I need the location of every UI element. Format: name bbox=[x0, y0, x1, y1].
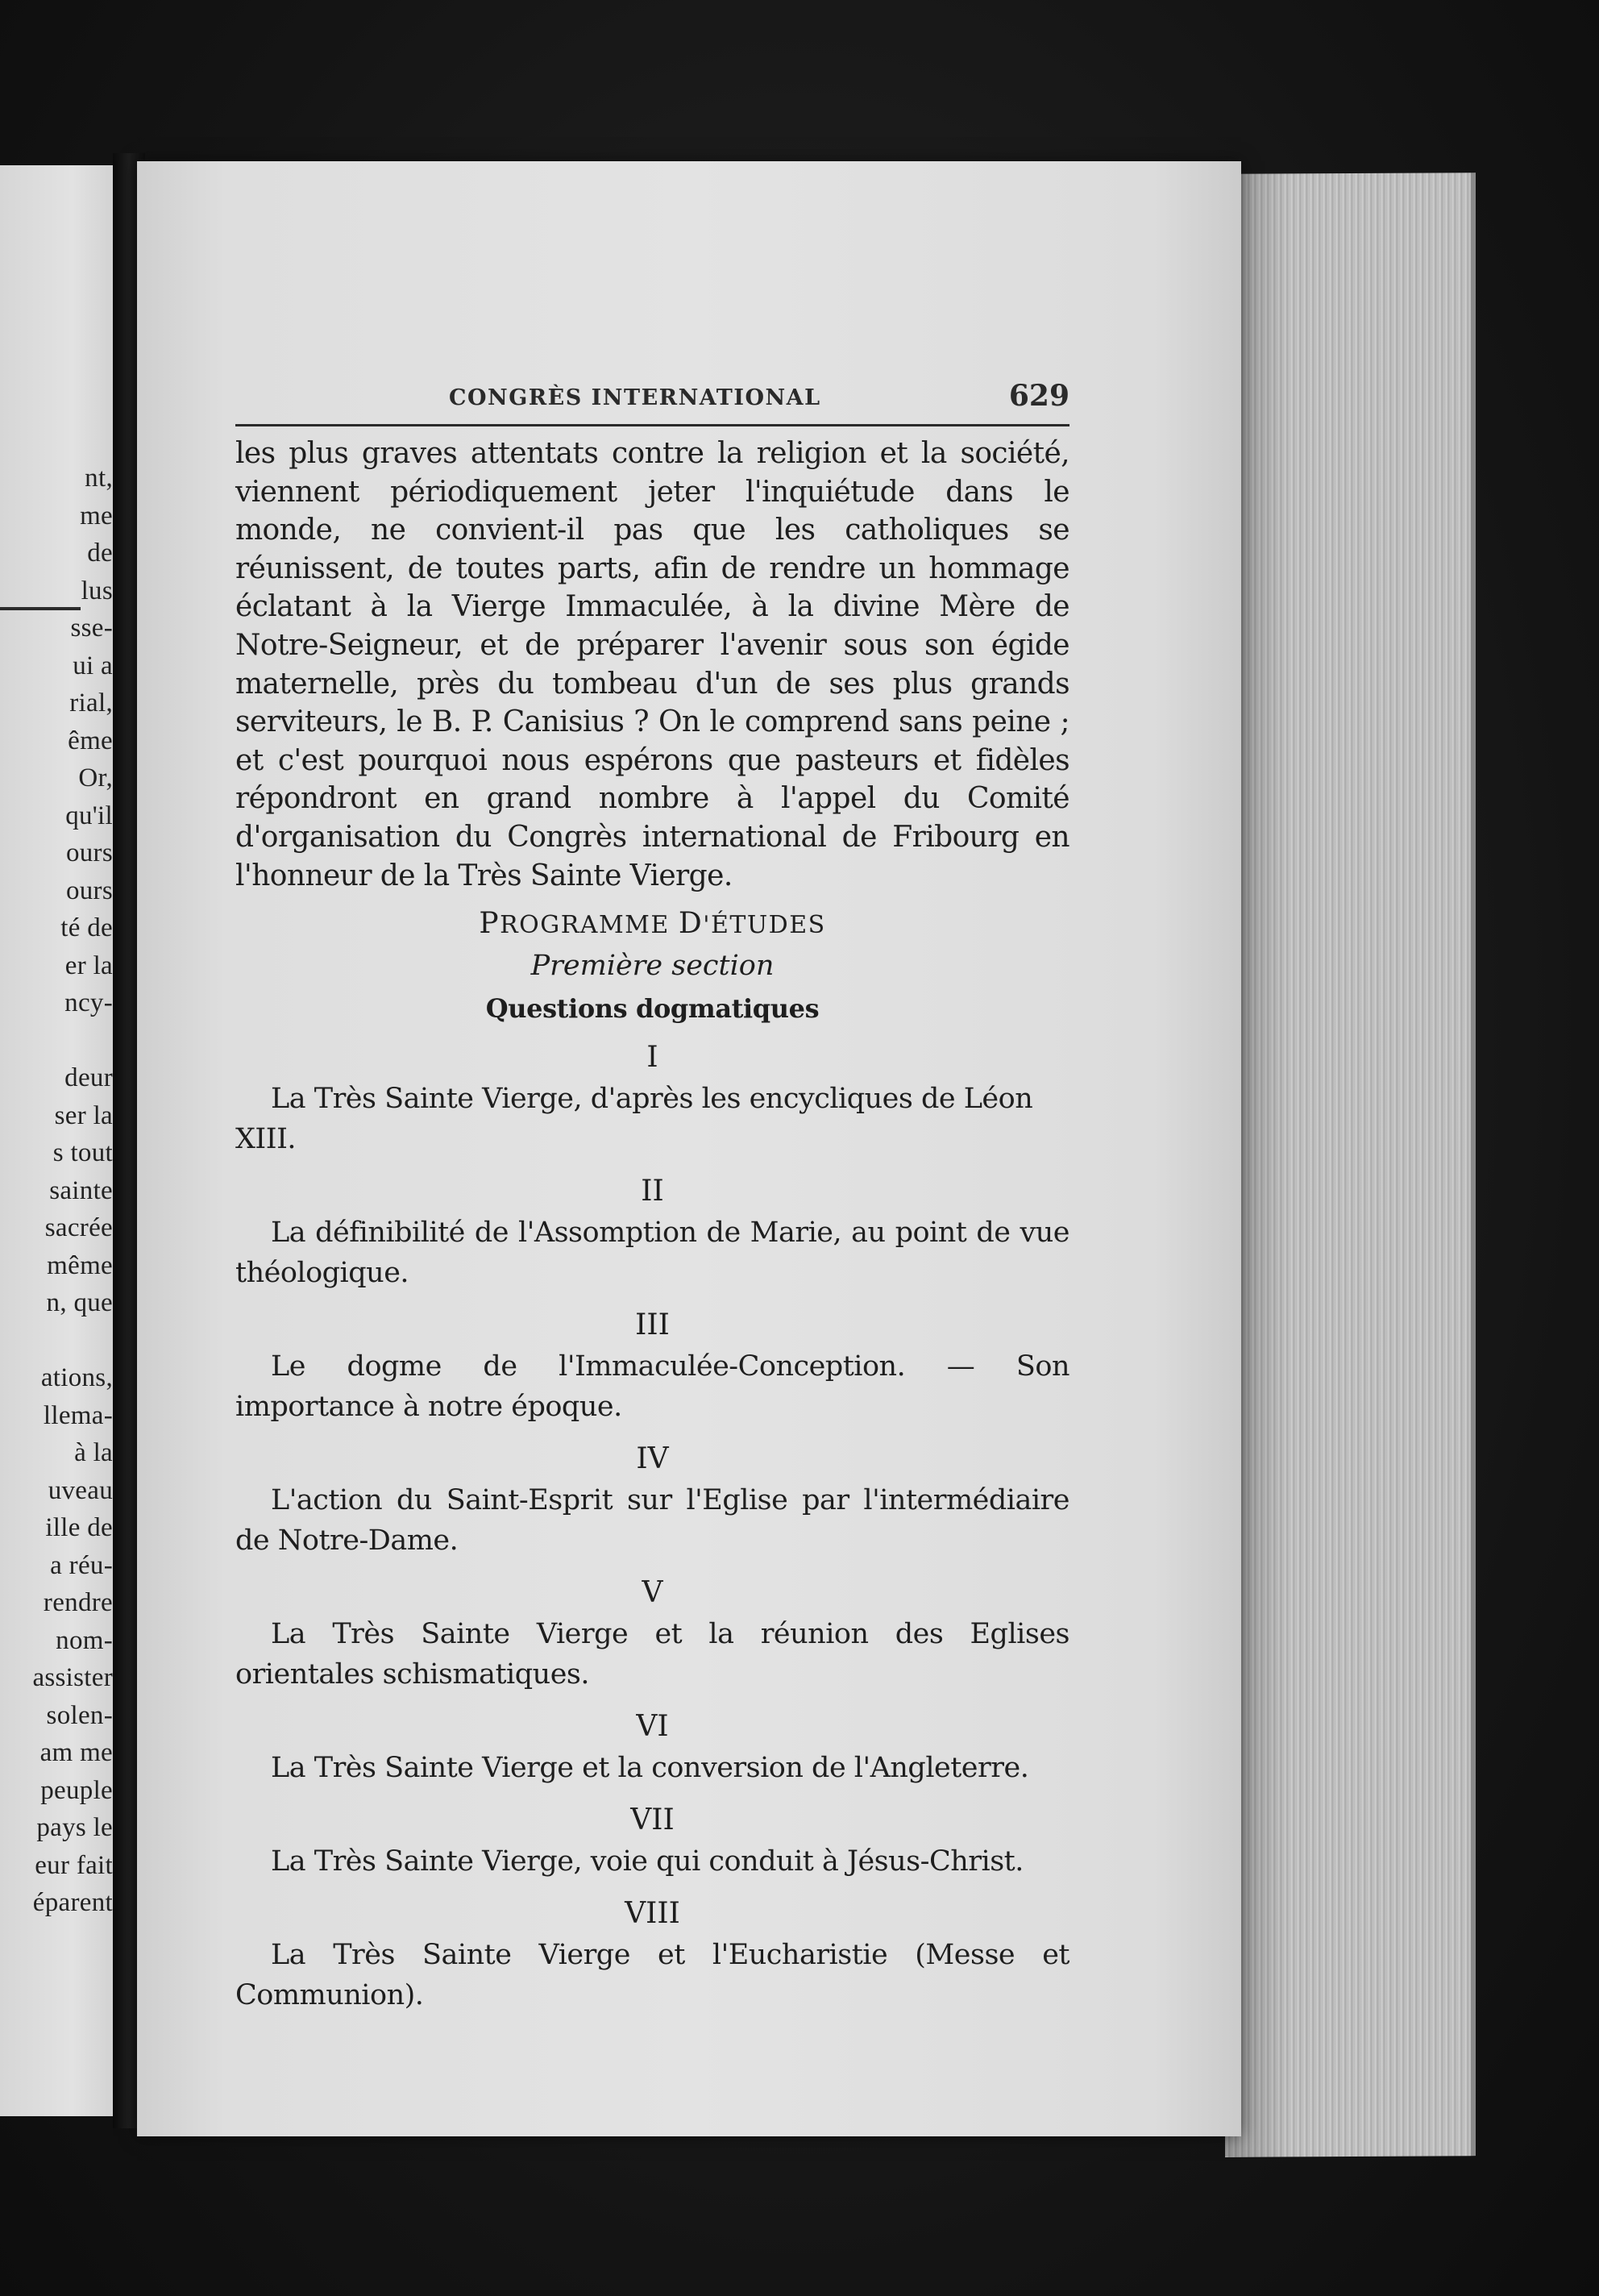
left-page-fragment: sse- bbox=[70, 614, 113, 643]
topic-text: La Très Sainte Vierge et la réunion des Eglises orientales schismatiques. bbox=[235, 1618, 1069, 1691]
page-content bbox=[235, 379, 1069, 2027]
topic-numeral: I bbox=[646, 1041, 658, 1075]
topic-text: La définibilité de l'Assomption de Marie, au point de vue théologique. bbox=[235, 1217, 1069, 1290]
intro-paragraph: les plus graves attentats contre la religion et la société, viennent périodiquement jeter l'inquiétude dans le monde, ne convient-il pas que les catholiques se réunissent, de toutes parts, afin de rendre un hommage éclatant à la Vierge Immaculée, à la divine Mère de Notre-Seigneur, et de préparer l'avenir sous son égide maternelle, près du tombeau d'un de ses plus grands serviteurs, le B. P. Canisius ? On le comprend sans peine ; et c'est pourquoi nous espérons que pasteurs et fidèles répondront en grand nombre à l'appel du Comité d'organisation du Congrès international de Fribourg en l'honneur de la Très Sainte Vierge. bbox=[235, 437, 1069, 892]
topic-numeral: V bbox=[642, 1576, 663, 1610]
left-page-fragment: assister bbox=[32, 1663, 113, 1692]
left-page-fragment: deur bbox=[64, 1063, 113, 1092]
topic-numeral: VI bbox=[636, 1710, 669, 1744]
left-page-fragment: té de bbox=[60, 913, 113, 942]
running-title: CONGRÈS INTERNATIONAL bbox=[449, 385, 821, 410]
topic-numeral: II bbox=[641, 1175, 664, 1208]
topic-text: Le dogme de l'Immaculée-Conception. — Son importance à notre époque. bbox=[235, 1350, 1069, 1424]
left-page-fragment: nt, bbox=[85, 464, 113, 493]
left-page-fragment: ations, bbox=[40, 1363, 113, 1392]
left-page-fragment: a réu- bbox=[50, 1550, 113, 1580]
running-header bbox=[235, 379, 1069, 426]
left-page-fragment: ui a bbox=[73, 651, 113, 680]
left-page-fragment: Or, bbox=[78, 763, 113, 792]
left-page-fragment: sacrée bbox=[44, 1213, 113, 1242]
left-page-fragment: ours bbox=[65, 876, 113, 905]
section-title: Première section bbox=[530, 950, 775, 983]
topic-numeral: VII bbox=[630, 1803, 675, 1837]
left-page-fragment: nom- bbox=[56, 1625, 113, 1655]
left-page-fragment: ncy- bbox=[64, 988, 113, 1017]
left-page-fragment: am me bbox=[39, 1738, 113, 1767]
left-page-fragment: eur fait bbox=[35, 1850, 113, 1880]
topic-text: La Très Sainte Vierge, d'après les encycliques de Léon XIII. bbox=[235, 1083, 1033, 1156]
main-page bbox=[137, 161, 1241, 2136]
left-page-fragment: pays le bbox=[36, 1813, 113, 1842]
left-page-fragment: solen- bbox=[46, 1700, 113, 1730]
facing-left-page bbox=[0, 165, 121, 2116]
programme-heading bbox=[235, 905, 1069, 945]
left-page-fragment: ille de bbox=[45, 1513, 113, 1542]
topic-numeral: III bbox=[635, 1308, 670, 1342]
left-page-fragment: er la bbox=[64, 950, 113, 980]
left-page-fragment: llema- bbox=[43, 1400, 113, 1430]
topics-list bbox=[235, 1037, 1069, 2015]
left-page-fragment: sainte bbox=[49, 1175, 113, 1205]
left-page-fragment: s tout bbox=[52, 1138, 113, 1167]
left-page-fragment: peuple bbox=[40, 1775, 113, 1805]
left-page-fragment: rendre bbox=[43, 1588, 113, 1617]
page-number: 629 bbox=[1008, 379, 1069, 413]
left-page-fragment: me bbox=[80, 501, 113, 530]
left-page-fragment: rial, bbox=[69, 688, 113, 718]
programme-heading-text: PROGRAMME D'ÉTUDES bbox=[479, 907, 826, 941]
left-page-fragment: éparent bbox=[32, 1888, 113, 1917]
left-page-fragment: même bbox=[47, 1250, 113, 1280]
topic-text: La Très Sainte Vierge et la conversion de l'Angleterre. bbox=[271, 1752, 1029, 1785]
topic-text: La Très Sainte Vierge, voie qui conduit à Jésus-Christ. bbox=[271, 1845, 1024, 1878]
left-page-fragment: ours bbox=[65, 838, 113, 867]
questions-heading: Questions dogmatiques bbox=[485, 993, 820, 1025]
left-page-rule bbox=[0, 607, 81, 610]
topic-numeral: IV bbox=[636, 1442, 669, 1476]
left-page-fragment: n, que bbox=[46, 1288, 113, 1317]
left-page-fragment: ême bbox=[68, 726, 113, 755]
left-page-fragment: de bbox=[87, 539, 113, 568]
topic-text: La Très Sainte Vierge et l'Eucharistie (Messe et Communion). bbox=[235, 1939, 1069, 2012]
topic-numeral: VIII bbox=[625, 1897, 680, 1931]
left-page-fragment: qu'il bbox=[65, 801, 113, 830]
left-page-fragment: ser la bbox=[54, 1100, 113, 1130]
left-page-fragment: à la bbox=[74, 1438, 113, 1467]
left-page-fragment: lus bbox=[81, 576, 113, 605]
left-page-fragment: uveau bbox=[48, 1475, 113, 1505]
topic-text: L'action du Saint-Esprit sur l'Eglise par l'intermédiaire de Notre-Dame. bbox=[235, 1484, 1069, 1558]
